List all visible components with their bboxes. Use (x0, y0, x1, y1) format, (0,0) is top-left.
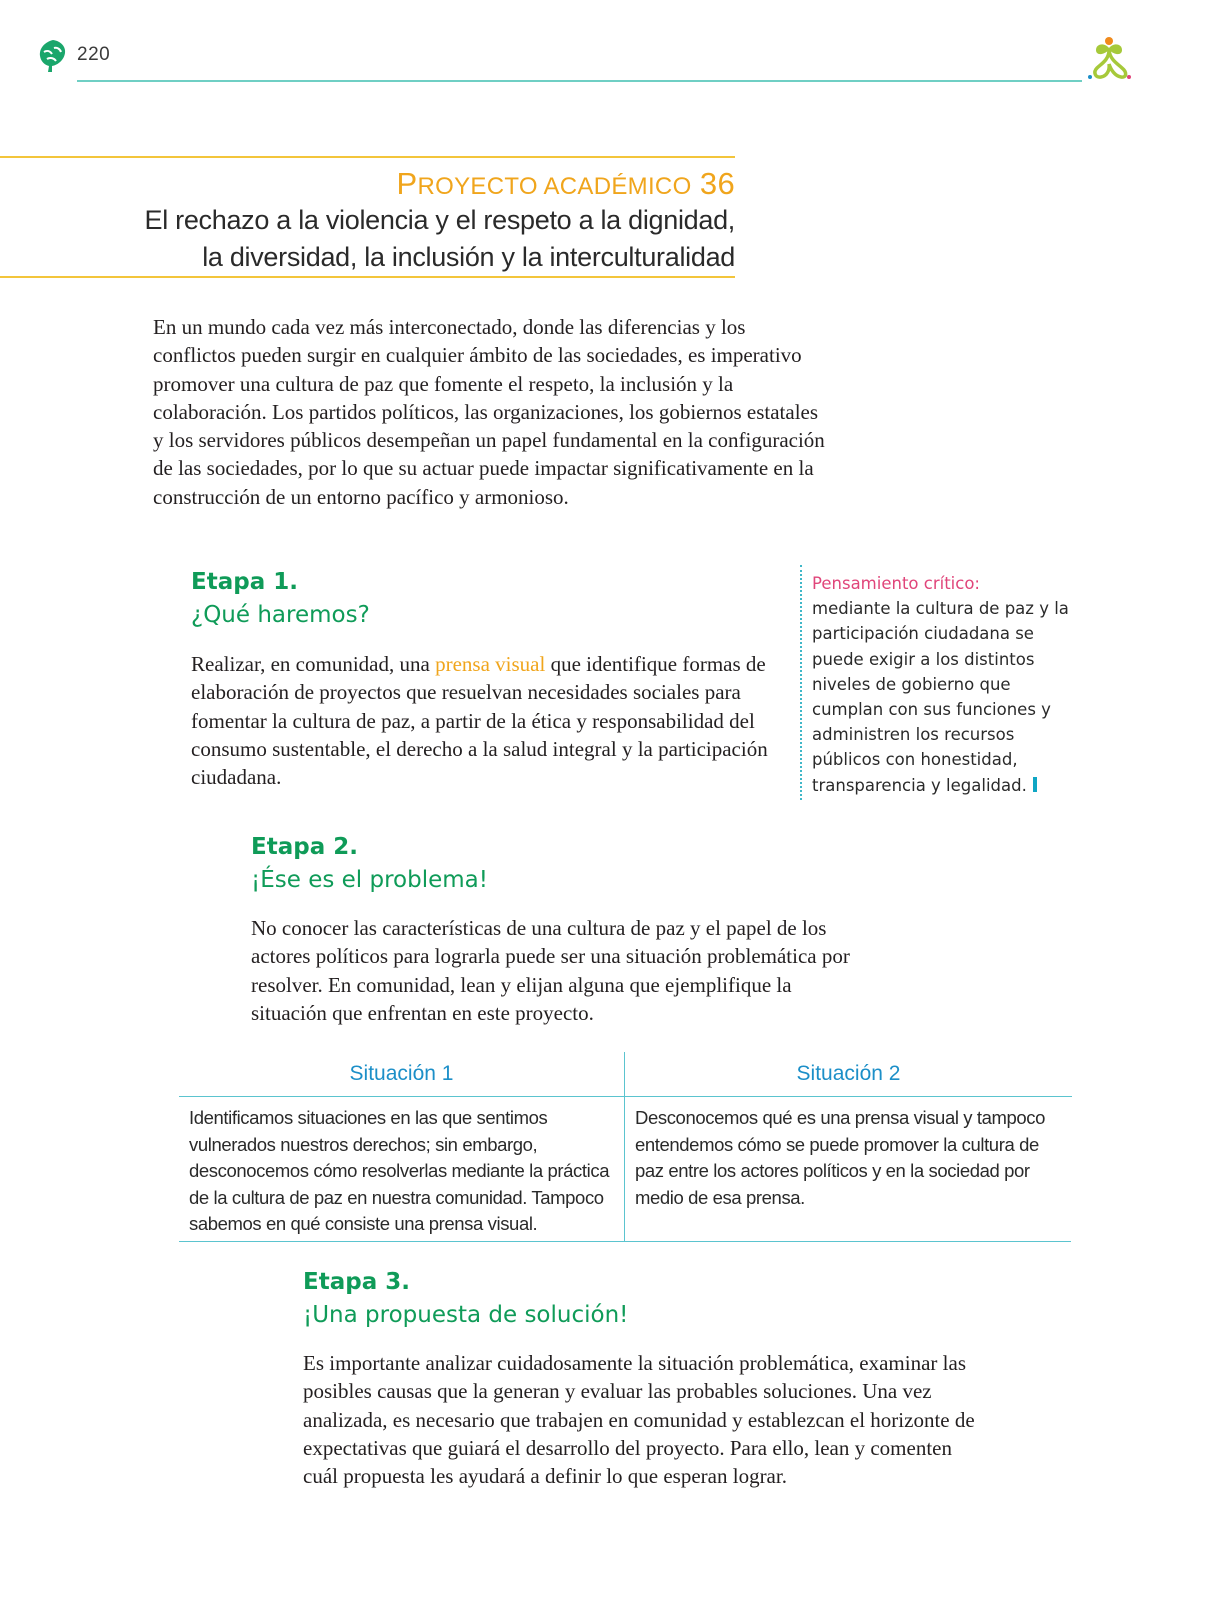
page-number: 220 (77, 44, 111, 65)
project-label-initial: P (396, 166, 418, 201)
project-title-line1: El rechazo a la violencia y el respeto a la dignidad, (144, 205, 735, 235)
stage3-heading (303, 1266, 628, 1332)
end-mark-icon (1033, 777, 1037, 792)
project-number: 36 (699, 166, 735, 201)
stage2-heading (251, 831, 488, 897)
stage1-highlight: prensa visual (435, 652, 546, 676)
critical-thinking-text: mediante la cultura de paz y la participación ciudadana se puede exigir a los distintos niveles de gobierno que cumplan con sus funciones y administren los recursos públicos con honestidad, transparencia y legalidad. (812, 599, 1069, 795)
stage3-subtitle: ¡Una propuesta de solución! (303, 1302, 629, 1328)
stage1-subtitle: ¿Qué haremos? (191, 602, 370, 628)
project-label-text: ROYECTO ACADÉMICO (417, 173, 692, 200)
stage3-title: Etapa 3. (303, 1269, 410, 1295)
situation-1-column (179, 1052, 624, 1242)
project-label (397, 166, 735, 202)
stage1-heading (191, 566, 370, 632)
situation-1-heading: Situación 1 (179, 1052, 624, 1097)
stage1-title: Etapa 1. (191, 569, 298, 595)
title-top-rule (0, 156, 735, 158)
stage1-text-before: Realizar, en comunidad, una (191, 652, 436, 676)
stage3-paragraph: Es importante analizar cuidadosamente la situación problemática, examinar las posibles causas que la generan y evaluar las probables soluciones. Una vez analizada, es necesario que trabajen en comunidad y establezcan el horizonte de expectativas que guiará el desarrollo del proyecto. Para ello, lean y comenten cuál propuesta les ayudará a definir lo que esperan lograr. (303, 1351, 975, 1489)
stage2-title: Etapa 2. (251, 834, 358, 860)
header-rule (77, 80, 1082, 82)
stage1-paragraph (191, 650, 791, 791)
stage2-paragraph: No conocer las características de una cultura de paz y el papel de los actores políticos para lograrla puede ser una situación problemática por resolver. En comunidad, lean y elijan alguna que ejemplifique la situación que enfrentan en este proyecto. (251, 916, 850, 1025)
sidebar-rule (800, 565, 802, 800)
title-bottom-rule (0, 276, 735, 278)
situation-2-text: Desconocemos qué es una prensa visual y tampoco entendemos cómo se puede promover la cultura de paz entre los actores políticos y en la sociedad por medio de esa prensa. (635, 1107, 1046, 1208)
situation-2-column (624, 1052, 1072, 1242)
situation-2-heading: Situación 2 (625, 1052, 1072, 1097)
project-title (135, 202, 735, 276)
situation-1-text: Identificamos situaciones en las que sentimos vulnerados nuestros derechos; sin embargo, desconocemos cómo resolverlas mediante la práctica de la cultura de paz en nuestra comunidad. Tampoco sabemos en qué consiste una prensa visual. (189, 1107, 610, 1235)
critical-thinking-note (812, 571, 1082, 798)
sprout-logo-icon (1084, 34, 1134, 84)
intro-paragraph: En un mundo cada vez más interconectado, donde las diferencias y los conflictos pueden surgir en cualquier ámbito de las sociedades, es imperativo promover una cultura de paz que fomente el respeto, la inclusión y la colaboración. Los partidos políticos, las organizaciones, los gobiernos estatales y los servidores públicos desempeñan un papel fundamental en la configuración de las sociedades, por lo que su actuar puede impactar significativamente en la construcción de un entorno pacífico y armonioso. (153, 315, 825, 509)
leaf-icon (36, 38, 70, 74)
situations-table (179, 1052, 1071, 1242)
critical-thinking-title: Pensamiento crítico: (812, 574, 980, 593)
project-title-line2: la diversidad, la inclusión y la interculturalidad (202, 242, 735, 272)
table-bottom-rule (179, 1241, 1071, 1242)
stage2-subtitle: ¡Ése es el problema! (251, 867, 488, 893)
stage1-text-after: que identifique formas de elaboración de proyectos que resuelvan necesidades sociales para fomentar la cultura de paz, a partir de la ética y responsabilidad del consumo sustentable, el derecho a la salud integral y la participación ciudadana. (191, 652, 768, 790)
